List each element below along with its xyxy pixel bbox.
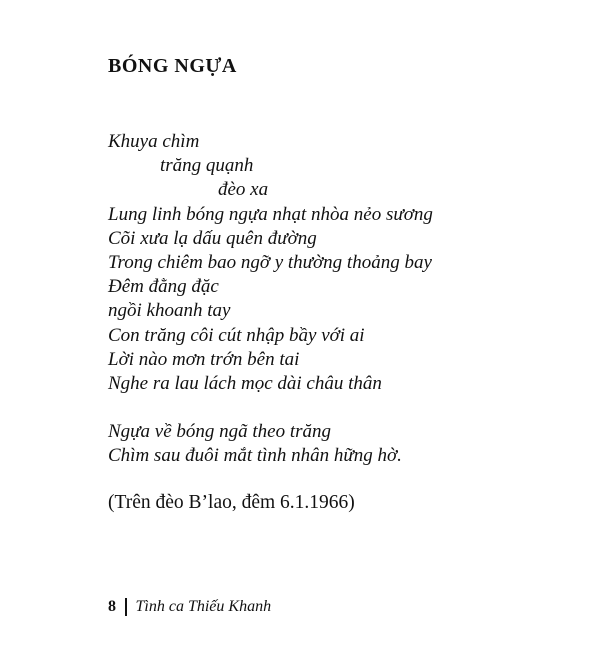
poem-line: Khuya chìm (108, 131, 200, 152)
book-title: Tình ca Thiếu Khanh (135, 598, 272, 615)
poem-line: Ngựa về bóng ngã theo trăng (108, 421, 332, 443)
poem-line: trăng quạnh (160, 155, 254, 177)
poem-line: Lung linh bóng ngựa nhạt nhòa nẻo sương (108, 203, 433, 225)
page-number: 8 (108, 598, 116, 615)
stanza-break (108, 396, 433, 420)
poem-body (108, 130, 433, 469)
poem-line: ngồi khoanh tay (108, 300, 231, 322)
poem-title: BÓNG NGỰA (108, 55, 237, 77)
poem-line: Cõi xưa lạ dấu quên đường (108, 227, 317, 249)
footer-divider (125, 598, 127, 616)
source-note: (Trên đèo B’lao, đêm 6.1.1966) (108, 492, 355, 513)
page-footer (108, 598, 271, 616)
poem-line: Trong chiêm bao ngỡ y thường thoảng bay (108, 252, 432, 274)
poem-line: Đêm đằng đặc (108, 276, 219, 298)
poem-line: Con trăng côi cút nhập bầy với ai (108, 324, 365, 346)
poem-line: Nghe ra lau lách mọc dài châu thân (108, 373, 382, 395)
poem-line: Lời nào mơn trớn bên tai (108, 348, 300, 370)
poem-line: đèo xa (218, 179, 269, 201)
poem-line: Chìm sau đuôi mắt tình nhân hững hờ. (108, 445, 402, 467)
